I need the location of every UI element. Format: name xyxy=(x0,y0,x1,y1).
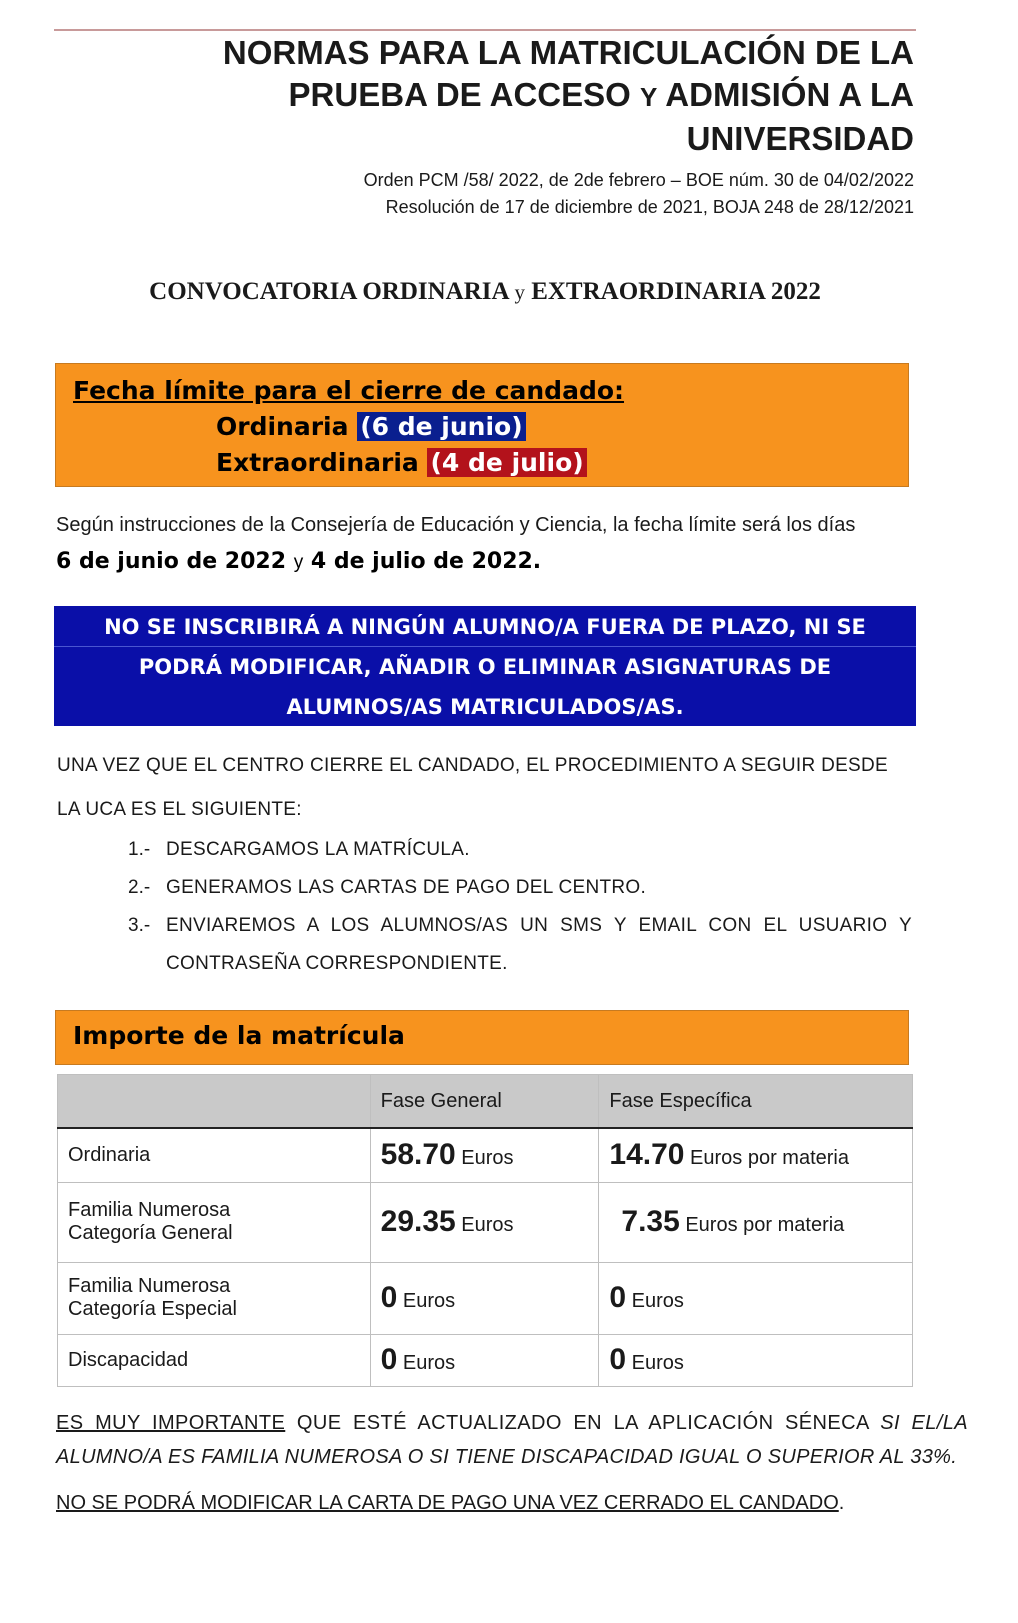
step-number: 2.- xyxy=(128,877,151,898)
procedure-intro-2: LA UCA ES EL SIGUIENTE: xyxy=(57,799,302,820)
table-header-row xyxy=(58,1075,913,1129)
deadline-heading: Fecha límite para el cierre de candado: xyxy=(73,376,625,405)
banner-divider xyxy=(54,646,916,647)
row-label: Discapacidad xyxy=(58,1334,371,1386)
fase-general-fee: 0 Euros xyxy=(370,1262,599,1334)
extraordinaria-date-highlight: (4 de julio) xyxy=(427,448,586,477)
header-empty-cell xyxy=(58,1075,371,1129)
step-number: 3.- xyxy=(128,915,151,936)
step-text: ENVIAREMOS A LOS ALUMNOS/AS UN SMS Y EMAIL CON EL USUARIO Y xyxy=(166,915,912,936)
step-text: DESCARGAMOS LA MATRÍCULA. xyxy=(166,839,470,860)
deadline-ordinaria: Ordinaria (6 de junio) xyxy=(216,412,526,441)
important-note: ES MUY IMPORTANTE QUE ESTÉ ACTUALIZADO EN LA APLICACIÓN SÉNECA SI EL/LA xyxy=(56,1412,968,1434)
fase-general-fee: 58.70 Euros xyxy=(370,1128,599,1182)
legal-reference-2: Resolución de 17 de diciembre de 2021, BOJA 248 de 28/12/2021 xyxy=(385,197,914,217)
header-fase-especifica: Fase Específica xyxy=(599,1075,913,1129)
convocatoria-heading: CONVOCATORIA ORDINARIA y EXTRAORDINARIA 2022 xyxy=(149,278,821,305)
fees-heading: Importe de la matrícula xyxy=(73,1021,405,1050)
fase-especifica-fee: 0 Euros xyxy=(599,1262,913,1334)
important-note-line-2: ALUMNO/A ES FAMILIA NUMEROSA O SI TIENE DISCAPACIDAD IGUAL O SUPERIOR AL 33%. xyxy=(56,1446,958,1468)
procedure-intro-1: UNA VEZ QUE EL CENTRO CIERRE EL CANDADO, EL PROCEDIMIENTO A SEGUIR DESDE xyxy=(57,755,889,776)
legal-reference-1: Orden PCM /58/ 2022, de 2de febrero – BOE núm. 30 de 04/02/2022 xyxy=(363,170,914,190)
ordinaria-date-highlight: (6 de junio) xyxy=(357,412,525,441)
fase-general-fee: 29.35 Euros xyxy=(370,1182,599,1262)
table-row xyxy=(58,1262,913,1334)
fees-table xyxy=(57,1074,913,1387)
title-line-2: PRUEBA DE ACCESO Y ADMISIÓN A LA xyxy=(288,76,914,113)
deadline-box xyxy=(55,363,909,487)
table-row xyxy=(58,1128,913,1182)
document-title xyxy=(54,32,914,160)
header-fase-general: Fase General xyxy=(370,1075,599,1129)
step-text-continued: CONTRASEÑA CORRESPONDIENTE. xyxy=(166,953,508,974)
instructions-text: Según instrucciones de la Consejería de Educación y Ciencia, la fecha límite será los días xyxy=(56,514,856,536)
fase-especifica-fee: 14.70 Euros por materia xyxy=(599,1128,913,1182)
warning-banner xyxy=(54,606,916,726)
table-row xyxy=(58,1334,913,1386)
warning-line-2: PODRÁ MODIFICAR, AÑADIR O ELIMINAR ASIGNATURAS DE xyxy=(138,655,832,679)
row-label: Familia Numerosa Categoría General xyxy=(58,1182,371,1262)
final-note: NO SE PODRÁ MODIFICAR LA CARTA DE PAGO UNA VEZ CERRADO EL CANDADO. xyxy=(56,1492,845,1514)
table-row xyxy=(58,1182,913,1262)
deadline-extraordinaria: Extraordinaria (4 de julio) xyxy=(216,448,587,477)
instructions-dates: 6 de junio de 2022 y 4 de julio de 2022. xyxy=(56,549,542,574)
step-text: GENERAMOS LAS CARTAS DE PAGO DEL CENTRO. xyxy=(166,877,647,898)
title-line-3: UNIVERSIDAD xyxy=(686,120,914,157)
fase-especifica-fee: 0 Euros xyxy=(599,1334,913,1386)
fase-general-fee: 0 Euros xyxy=(370,1334,599,1386)
fase-especifica-fee: 7.35 Euros por materia xyxy=(599,1182,913,1262)
row-label: Ordinaria xyxy=(58,1128,371,1182)
step-number: 1.- xyxy=(128,839,151,860)
warning-line-1: NO SE INSCRIBIRÁ A NINGÚN ALUMNO/A FUERA DE PLAZO, NI SE xyxy=(104,615,866,639)
fees-heading-box xyxy=(55,1010,909,1065)
warning-line-3: ALUMNOS/AS MATRICULADOS/AS. xyxy=(286,695,684,719)
row-label: Familia Numerosa Categoría Especial xyxy=(58,1262,371,1334)
header-rule xyxy=(54,29,916,31)
title-line-1: NORMAS PARA LA MATRICULACIÓN DE LA xyxy=(222,34,914,71)
